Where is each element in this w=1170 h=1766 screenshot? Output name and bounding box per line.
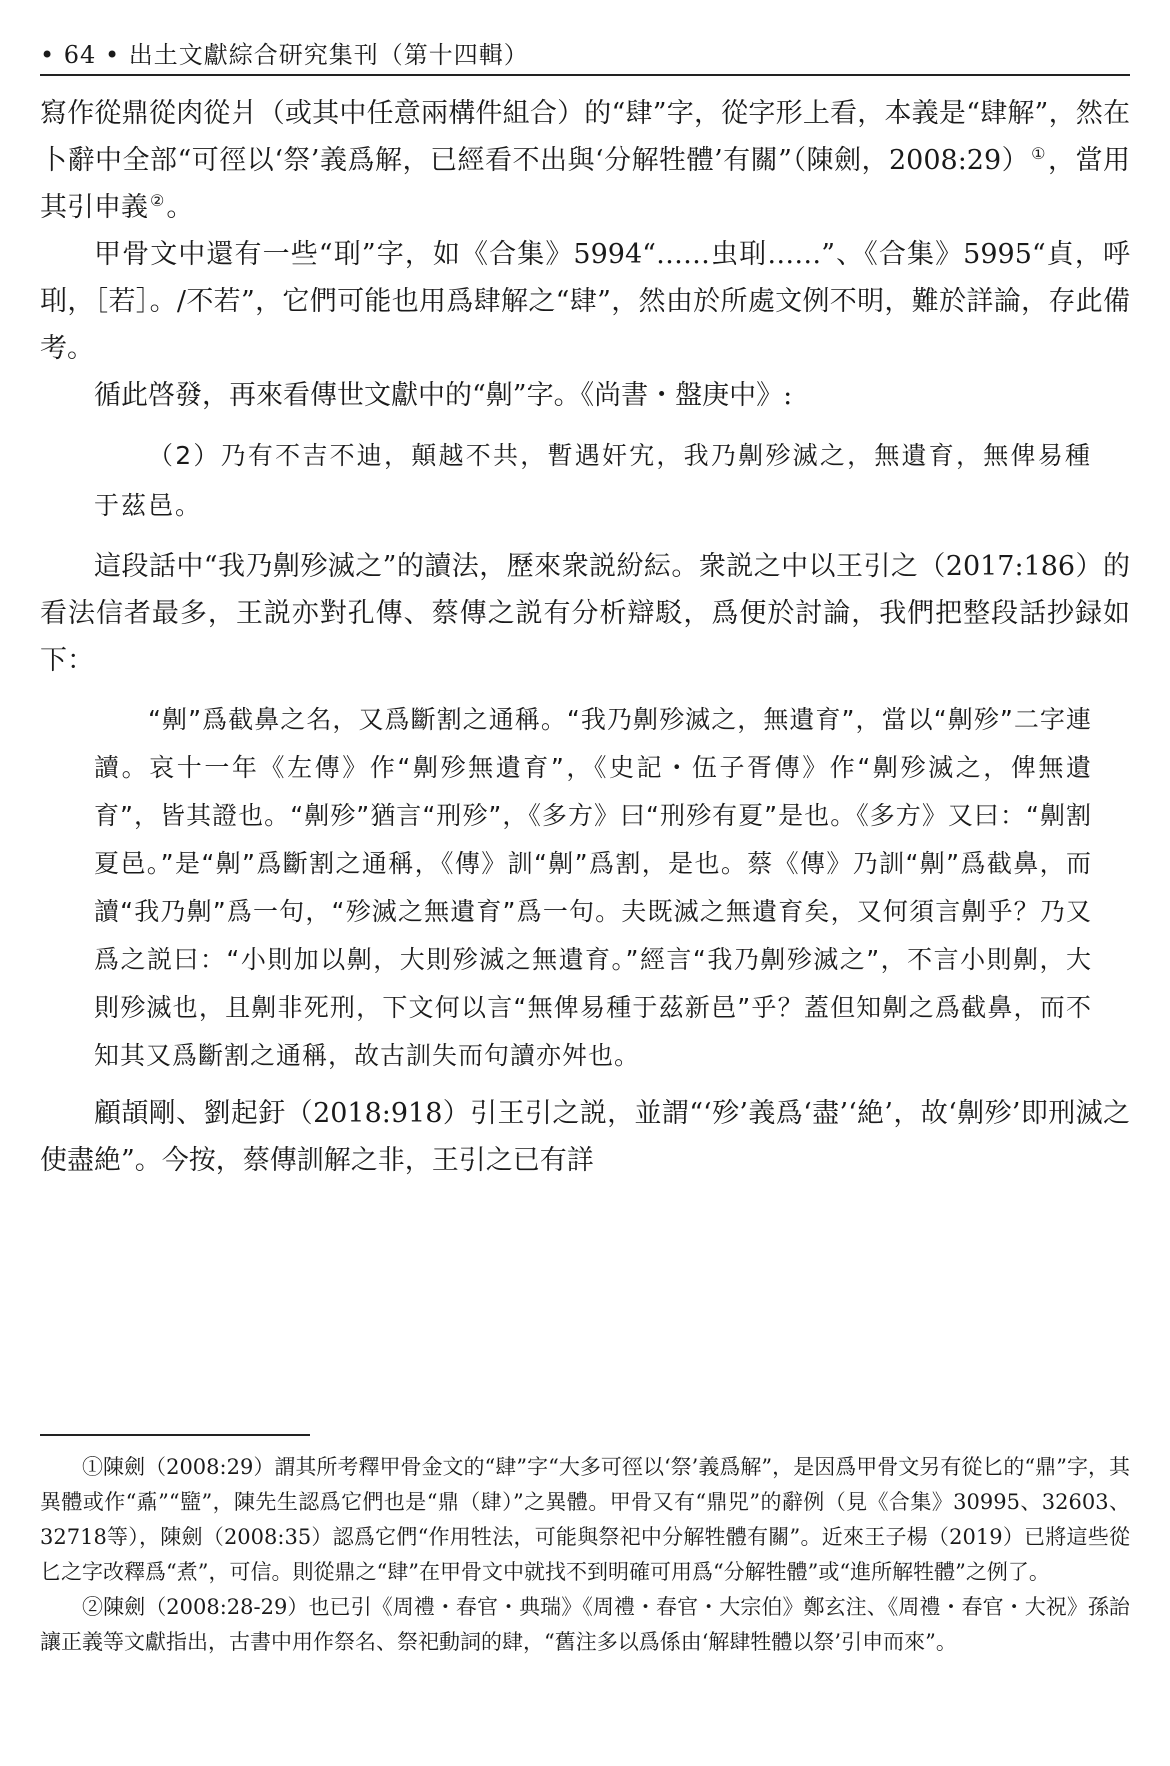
footnote-1: ①陳劍（2008:29）謂其所考釋甲骨金文的“肆”字“大多可徑以‘祭’義爲解”，是因爲甲骨文另有從匕的“鼎”字，其異體或作“鼒”“盬”，陳先生認爲它們也是“鼎（肆）”之異體。甲骨又有“鼎兕”的辭例（見《合集》30995、32603、32718等），陳劍（2008:35）認爲它們“作用牲法，可能與祭祀中分解牲體有關”。近來王子楊（2019）已將這些從匕之字改釋爲“煮”，可信。則從鼎之“肆”在甲骨文中就找不到明確可用爲“分解牲體”或“進所解牲體”之例了。 xyxy=(40,1455,1130,1584)
paragraph-1 xyxy=(40,90,1130,231)
paragraph-2: 甲骨文中還有一些“刵”字，如《合集》5994“……虫刵……”、《合集》5995“貞，呼刵，［若］。/不若”，它們可能也用爲肆解之“肆”，然由於所處文例不明，難於詳論，存此備考。 xyxy=(40,239,1130,364)
block-quote-2: “劓”爲截鼻之名，又爲斷割之通稱。“我乃劓殄滅之，無遺育”，當以“劓殄”二字連讀。哀十一年《左傳》作“劓殄無遺育”，《史記・伍子胥傳》作“劓殄滅之，俾無遺育”，皆其證也。“劓殄”猶言“刑殄”，《多方》曰“刑殄有夏”是也。《多方》又曰：“劓割夏邑。”是“劓”爲斷割之通稱，《傳》訓“劓”爲割，是也。蔡《傳》乃訓“劓”爲截鼻，而讀“我乃劓”爲一句，“殄滅之無遺育”爲一句。夫既滅之無遺育矣，又何須言劓乎？乃又爲之説曰：“小則加以劓，大則殄滅之無遺育。”經言“我乃劓殄滅之”，不言小則劓，大則殄滅也，且劓非死刑，下文何以言“無俾易種于茲新邑”乎？蓋但知劓之爲截鼻，而不知其又爲斷割之通稱，故古訓失而句讀亦舛也。 xyxy=(94,705,1092,1070)
footnote-divider xyxy=(40,1434,310,1436)
main-text xyxy=(40,90,1130,1184)
footnote-ref-1[interactable]: ① xyxy=(1031,144,1047,163)
paragraph-1-text: 寫作從鼎從肉從爿（或其中任意兩構件組合）的“肆”字，從字形上看，本義是“肆解”，然在卜辭中全部“可徑以‘祭’義爲解，已經看不出與‘分解牲體’有關”（陳劍，2008:29） xyxy=(40,98,1130,176)
paragraph-3: 循此啓發，再來看傳世文獻中的“劓”字。《尚書・盤庚中》: xyxy=(94,380,793,411)
running-title: • 64 • 出土文獻綜合研究集刊（第十四輯） xyxy=(40,41,529,69)
paragraph-1-end: 。 xyxy=(166,192,194,223)
footnote-ref-2[interactable]: ② xyxy=(150,191,165,210)
block-quote-1: （2）乃有不吉不迪，顛越不共，暫遇奸宄，我乃劓殄滅之，無遺育，無俾易種于茲邑。 xyxy=(94,441,1092,520)
running-header xyxy=(40,36,1130,76)
page xyxy=(40,36,1130,1184)
paragraph-4: 這段話中“我乃劓殄滅之”的讀法，歷來衆説紛紜。衆説之中以王引之（2017:186）的看法信者最多，王説亦對孔傳、蔡傳之説有分析辯駁，爲便於討論，我們把整段話抄録如下： xyxy=(40,551,1130,676)
footnotes xyxy=(40,1450,1130,1660)
footnote-2: ②陳劍（2008:28-29）也已引《周禮・春官・典瑞》《周禮・春官・大宗伯》鄭玄注、《周禮・春官・大祝》孫詒讓正義等文獻指出，古書中用作祭名、祭祀動詞的肆，“舊注多以爲係由‘解肆牲體以祭’引申而來”。 xyxy=(40,1595,1130,1654)
paragraph-5: 顧頡剛、劉起釪（2018:918）引王引之説，並謂“‘殄’義爲‘盡’‘絶’，故‘劓殄’即刑滅之使盡絶”。今按，蔡傳訓解之非，王引之已有詳 xyxy=(40,1098,1130,1176)
paragraph-1-mid: ，當用其引申義 xyxy=(40,145,1131,223)
